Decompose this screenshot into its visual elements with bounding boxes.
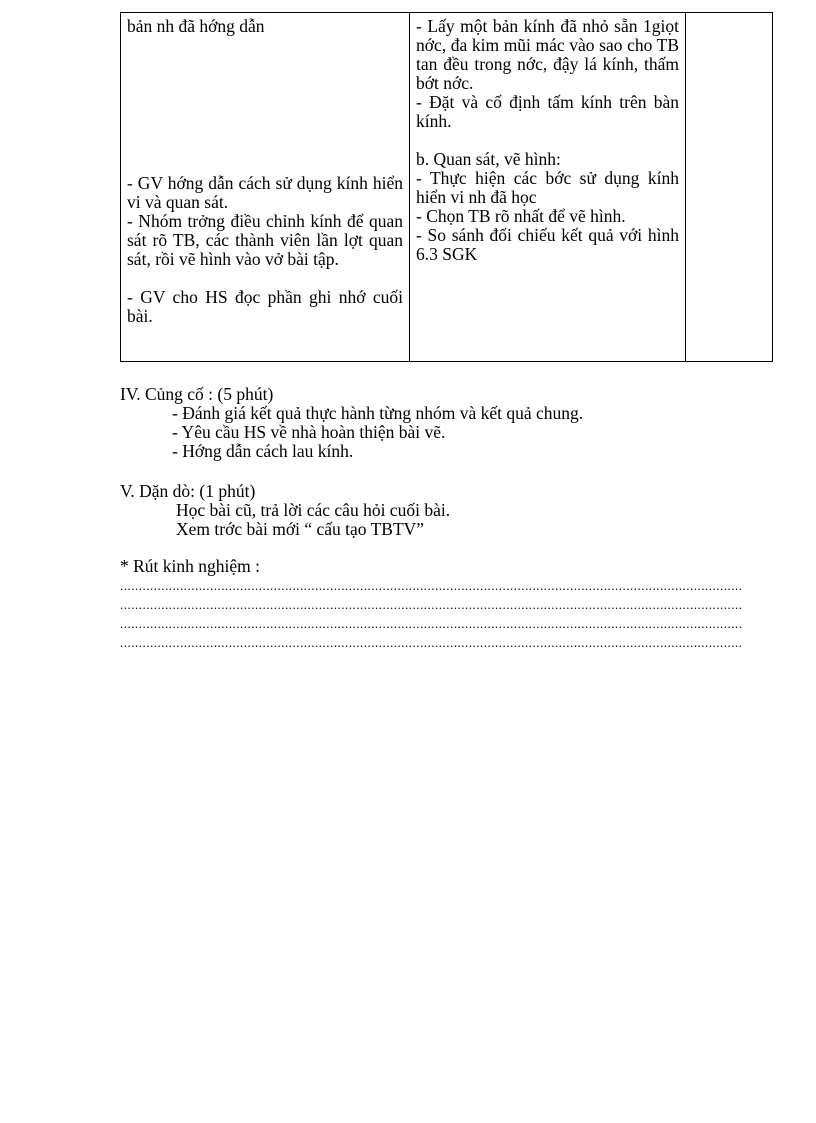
student-text-4: - Thực hiện các bớc sử dụng kính hiển vi nh đã học	[416, 168, 679, 207]
spacer	[127, 269, 403, 288]
student-text-3: b. Quan sát, vẽ hình:	[416, 149, 561, 169]
notes-cell	[686, 13, 773, 362]
lesson-activity-table	[120, 12, 773, 362]
student-text-5: - Chọn TB rõ nhất để vẽ hình.	[416, 206, 626, 226]
table-row	[121, 13, 773, 362]
student-text-6: - So sánh đối chiếu kết quả với hình 6.3 SGK	[416, 225, 679, 264]
homework-heading: V. Dặn dò: (1 phút)	[120, 481, 256, 501]
teacher-text-4: - GV cho HS đọc phần ghi nhớ cuối bài.	[127, 287, 403, 326]
consolidation-item: - Đánh giá kết quả thực hành từng nhóm và kết quả chung.	[172, 403, 584, 423]
spacer	[416, 131, 679, 150]
consolidation-heading: IV. Củng cố : (5 phút)	[120, 384, 274, 404]
spacer	[127, 155, 403, 174]
student-activity-cell	[410, 13, 686, 362]
teacher-text-1: bản nh đã hớng dẫn	[127, 16, 265, 36]
dotted-line: ......................................................................................................................................................................	[120, 635, 743, 650]
student-text-1: - Lấy một bản kính đã nhỏ sẵn 1giọt nớc, đa kim mũi mác vào sao cho TB tan đều trong nớc, đậy lá kính, thấm bớt nớc.	[416, 16, 679, 93]
consolidation-item: - Yêu cầu HS về nhà hoàn thiện bài vẽ.	[172, 422, 446, 442]
student-text-2: - Đặt và cố định tấm kính trên bàn kính.	[416, 92, 679, 131]
homework-item: Xem trớc bài mới “ cấu tạo TBTV”	[176, 519, 425, 539]
homework-section	[120, 482, 450, 539]
teacher-text-3: - Nhóm trởng điều chỉnh kính để quan sát rõ TB, các thành viên lần lợt quan sát, rồi vẽ hình vào vở bài tập.	[127, 211, 403, 269]
teacher-text-2: - GV hớng dẫn cách sử dụng kính hiển vi và quan sát.	[127, 173, 403, 212]
dotted-line: ......................................................................................................................................................................	[120, 616, 743, 631]
teacher-activity-cell	[121, 13, 410, 362]
lesson-notes-heading: * Rút kinh nghiệm :	[120, 556, 260, 576]
dotted-line: ......................................................................................................................................................................	[120, 578, 743, 593]
spacer	[127, 36, 403, 136]
homework-item: Học bài cũ, trả lời các câu hỏi cuối bài.	[176, 500, 451, 520]
dotted-line: ......................................................................................................................................................................	[120, 597, 743, 612]
spacer	[127, 136, 403, 155]
consolidation-section	[120, 385, 583, 461]
consolidation-item: - Hớng dẫn cách lau kính.	[172, 441, 354, 461]
